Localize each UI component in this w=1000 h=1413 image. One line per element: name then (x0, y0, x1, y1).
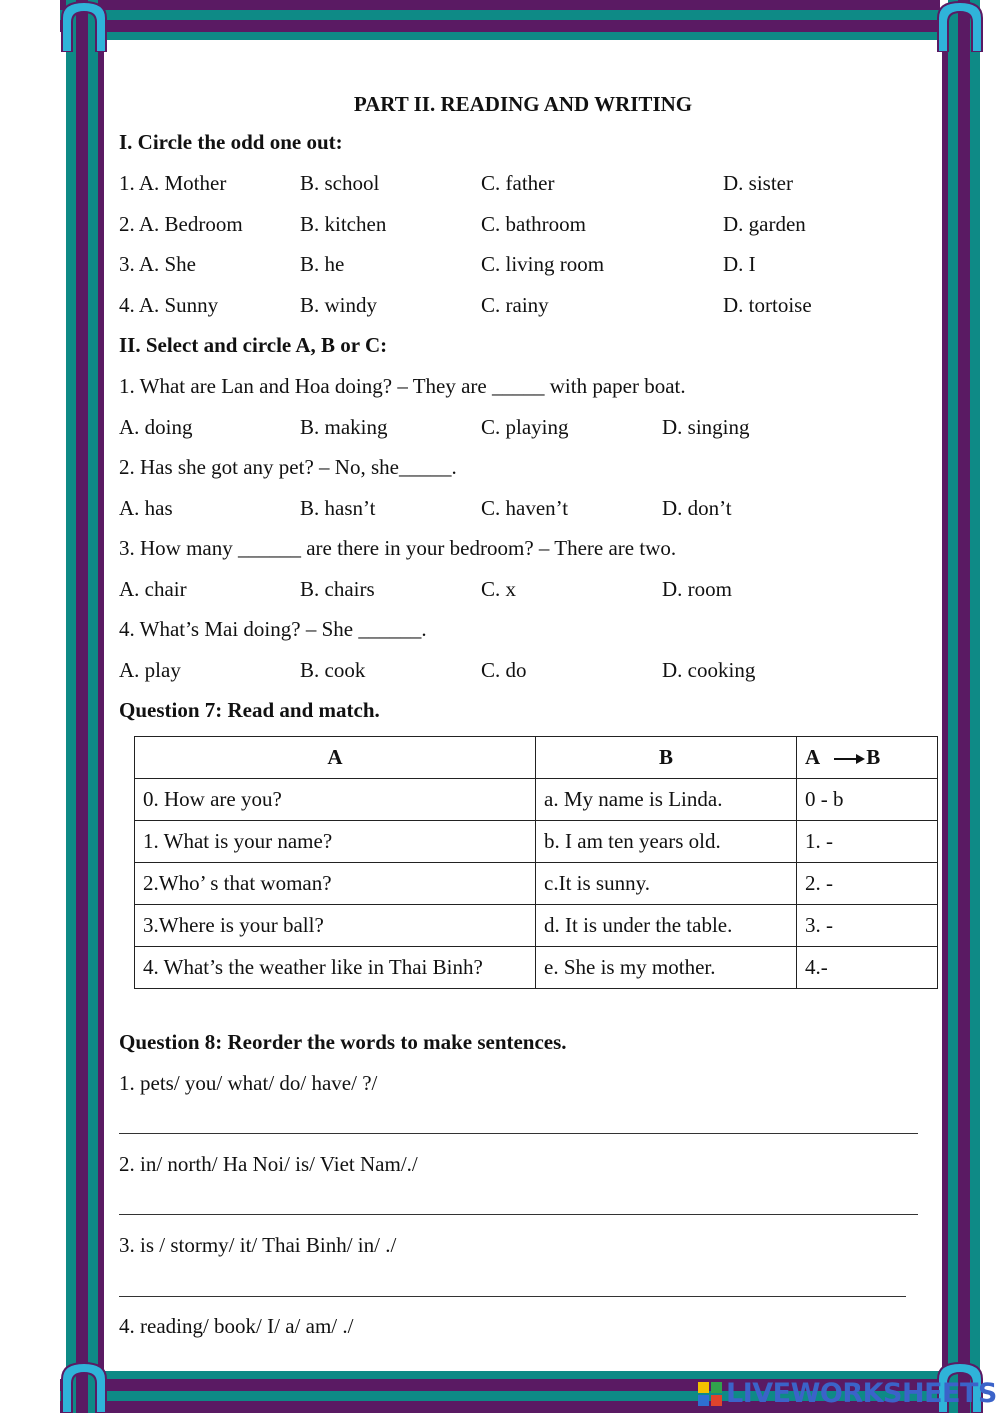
answer-line[interactable] (119, 1296, 906, 1297)
cell-match[interactable]: 1. - (797, 821, 938, 863)
answer-option[interactable]: C. do (481, 658, 527, 682)
odd-option[interactable]: C. rainy (481, 293, 549, 317)
answer-line[interactable] (119, 1214, 918, 1215)
column-header-a: A (135, 737, 536, 779)
table-row (135, 905, 938, 947)
cell-question: 2.Who’ s that woman? (135, 863, 536, 905)
question7-heading: Question 7: Read and match. (119, 698, 380, 722)
cell-answer: b. I am ten years old. (536, 821, 797, 863)
answer-option[interactable]: A. chair (119, 577, 187, 601)
odd-option[interactable]: C. father (481, 171, 555, 195)
question-text: 1. What are Lan and Hoa doing? – They are _____ with paper boat. (119, 374, 686, 398)
section1-heading: I. Circle the odd one out: (119, 130, 343, 154)
table-row (135, 779, 938, 821)
watermark-text: LIVEWORKSHEETS (726, 1378, 997, 1409)
column-header-match (797, 737, 938, 779)
answer-option[interactable]: D. don’t (662, 496, 732, 520)
answer-option[interactable]: A. doing (119, 415, 193, 439)
column-header-b: B (536, 737, 797, 779)
cell-answer: c.It is sunny. (536, 863, 797, 905)
answer-option[interactable]: D. singing (662, 415, 750, 439)
odd-option[interactable]: C. living room (481, 252, 605, 276)
odd-option[interactable]: B. school (300, 171, 380, 195)
arrow-right-icon (832, 752, 866, 766)
table-row (135, 947, 938, 989)
answer-option[interactable]: B. hasn’t (300, 496, 376, 520)
odd-option[interactable]: D. sister (723, 171, 793, 195)
page-title: PART II. READING AND WRITING (353, 92, 693, 116)
cell-match[interactable]: 2. - (797, 863, 938, 905)
odd-option[interactable]: C. bathroom (481, 212, 586, 236)
cell-question: 1. What is your name? (135, 821, 536, 863)
table-row (135, 863, 938, 905)
question8-heading: Question 8: Reorder the words to make sentences. (119, 1030, 567, 1054)
match-table (134, 736, 938, 989)
odd-option[interactable]: D. I (723, 252, 756, 276)
cell-answer: a. My name is Linda. (536, 779, 797, 821)
cell-question: 4. What’s the weather like in Thai Binh? (135, 947, 536, 989)
question-text: 3. How many ______ are there in your bedroom? – There are two. (119, 536, 677, 560)
odd-option[interactable]: 3. A. She (119, 252, 197, 276)
cell-answer: d. It is under the table. (536, 905, 797, 947)
answer-option[interactable]: C. playing (481, 415, 569, 439)
answer-line[interactable] (119, 1133, 918, 1134)
answer-option[interactable]: B. chairs (300, 577, 375, 601)
cell-question: 0. How are you? (135, 779, 536, 821)
cell-answer: e. She is my mother. (536, 947, 797, 989)
answer-option[interactable]: D. cooking (662, 658, 756, 682)
answer-option[interactable]: C. x (481, 577, 517, 601)
odd-option[interactable]: B. windy (300, 293, 378, 317)
odd-option[interactable]: 1. A. Mother (119, 171, 227, 195)
odd-option[interactable]: 4. A. Sunny (119, 293, 219, 317)
table-row (135, 821, 938, 863)
header-b-label: B (866, 745, 881, 769)
cell-match[interactable]: 4.- (797, 947, 938, 989)
answer-option[interactable]: C. haven’t (481, 496, 569, 520)
odd-option[interactable]: D. garden (723, 212, 806, 236)
header-a-label: A (805, 745, 820, 769)
section2-heading: II. Select and circle A, B or C: (119, 333, 388, 357)
question-text: 2. Has she got any pet? – No, she_____. (119, 455, 457, 479)
odd-option[interactable]: B. kitchen (300, 212, 387, 236)
cell-match[interactable]: 3. - (797, 905, 938, 947)
reorder-item: 3. is / stormy/ it/ Thai Binh/ in/ ./ (119, 1233, 397, 1257)
answer-option[interactable]: B. making (300, 415, 388, 439)
answer-option[interactable]: A. has (119, 496, 173, 520)
cell-question: 3.Where is your ball? (135, 905, 536, 947)
answer-option[interactable]: B. cook (300, 658, 366, 682)
reorder-item: 1. pets/ you/ what/ do/ have/ ?/ (119, 1071, 378, 1095)
answer-option[interactable]: A. play (119, 658, 181, 682)
answer-option[interactable]: D. room (662, 577, 732, 601)
odd-option[interactable]: B. he (300, 252, 345, 276)
odd-option[interactable]: 2. A. Bedroom (119, 212, 243, 236)
reorder-item: 2. in/ north/ Ha Noi/ is/ Viet Nam/./ (119, 1152, 418, 1176)
reorder-item: 4. reading/ book/ I/ a/ am/ ./ (119, 1314, 354, 1338)
cell-match[interactable]: 0 - b (797, 779, 938, 821)
question-text: 4. What’s Mai doing? – She ______. (119, 617, 427, 641)
odd-option[interactable]: D. tortoise (723, 293, 812, 317)
liveworksheets-logo-icon (698, 1382, 722, 1406)
